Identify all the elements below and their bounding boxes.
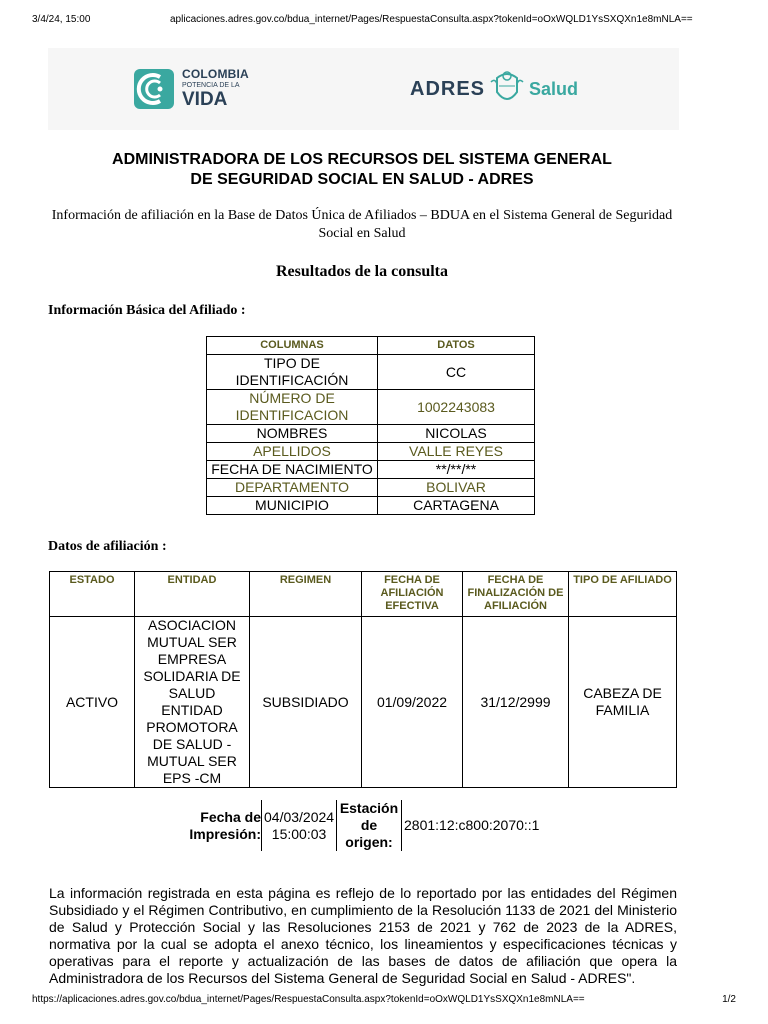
title-line-2: DE SEGURIDAD SOCIAL EN SALUD - ADRES — [190, 171, 534, 188]
adres-brand-text: ADRES — [410, 77, 486, 100]
adres-salud-logo — [410, 68, 578, 110]
print-footer — [32, 994, 736, 1005]
row-value: BOLIVAR — [378, 479, 535, 497]
cell-estado: ACTIVO — [50, 617, 135, 788]
header-entidad: ENTIDAD — [135, 572, 250, 617]
page-number: 1/2 — [722, 994, 736, 1005]
print-date-value: 04/03/2024 15:00:03 — [261, 800, 336, 851]
station-value: 2801:12:c800:2070::1 — [401, 800, 541, 851]
header-tipo-afiliado: TIPO DE AFILIADO — [569, 572, 677, 617]
cell-fecha-afiliacion: 01/09/2022 — [362, 617, 463, 788]
logo-vida-text: VIDA — [182, 89, 228, 110]
print-date: 3/4/24, 15:00 — [32, 14, 91, 25]
table-row — [207, 355, 535, 390]
cell-fecha-finalizacion: 31/12/2999 — [463, 617, 569, 788]
title-line-1: ADMINISTRADORA DE LOS RECURSOS DEL SISTEMA GENERAL — [112, 151, 612, 168]
print-url: aplicaciones.adres.gov.co/bdua_internet/Pages/RespuestaConsulta.aspx?tokenId=oOxWQLD1YsSXQXn1e8mNLA== — [170, 14, 693, 25]
row-label: DEPARTAMENTO — [207, 479, 378, 497]
colombia-mark-icon — [134, 69, 174, 109]
colombia-logo — [134, 68, 249, 109]
affiliation-table — [49, 571, 677, 788]
table-row — [207, 497, 535, 515]
logo-colombia-text: COLOMBIA — [182, 67, 249, 81]
table-row — [207, 443, 535, 461]
basic-info-table — [206, 336, 535, 515]
print-date-label: Fecha de Impresión: — [189, 808, 261, 842]
footer-url: https://aplicaciones.adres.gov.co/bdua_internet/Pages/RespuestaConsulta.aspx?tokenId=oOxWQLD1YsSXQXn1e8mNLA== — [32, 994, 585, 1005]
cell-regimen: SUBSIDIADO — [250, 617, 362, 788]
row-value: **/**/** — [378, 461, 535, 479]
table-row — [207, 425, 535, 443]
results-heading: Resultados de la consulta — [275, 263, 449, 280]
row-value: NICOLAS — [378, 425, 535, 443]
table-row — [207, 461, 535, 479]
header-estado: ESTADO — [50, 572, 135, 617]
basic-info-label: Información Básica del Afiliado : — [48, 303, 246, 318]
row-label: TIPO DE IDENTIFICACIÓN — [207, 355, 378, 390]
table-header-row — [207, 337, 535, 355]
affiliation-label: Datos de afiliación : — [48, 539, 167, 554]
row-value: CC — [378, 355, 535, 390]
table-header-row — [50, 572, 677, 617]
row-value: CARTAGENA — [378, 497, 535, 515]
coat-of-arms-icon — [489, 68, 525, 110]
header-datos: DATOS — [378, 337, 535, 355]
row-value: VALLE REYES — [378, 443, 535, 461]
row-label: APELLIDOS — [207, 443, 378, 461]
table-row — [50, 617, 677, 788]
table-row — [207, 479, 535, 497]
salud-brand-text: Salud — [529, 78, 579, 99]
header-fecha-afiliacion: FECHA DE AFILIACIÓN EFECTIVA — [362, 572, 463, 617]
page-title — [0, 150, 724, 190]
row-label: FECHA DE NACIMIENTO — [207, 461, 378, 479]
header-fecha-finalizacion: FECHA DE FINALIZACIÓN DE AFILIACIÓN — [463, 572, 569, 617]
logo-potencia-text: POTENCIA DE LA — [182, 82, 240, 89]
row-value: 1002243083 — [378, 390, 535, 425]
cell-tipo-afiliado: CABEZA DE FAMILIA — [569, 617, 677, 788]
header-regimen: REGIMEN — [250, 572, 362, 617]
station-label: Estación de origen: — [336, 800, 401, 851]
table-row — [207, 390, 535, 425]
cell-entidad: ASOCIACION MUTUAL SER EMPRESA SOLIDARIA DE SALUD ENTIDAD PROMOTORA DE SALUD - MUTUAL SER EPS -CM — [135, 617, 250, 788]
row-label: NÚMERO DE IDENTIFICACION — [207, 390, 378, 425]
disclaimer-text: La información registrada en esta página es reflejo de lo reportado por las entidades del Régimen Subsidiado y el Régimen Contributivo, en cumplimiento de la Resolución 1133 de 2021 del Ministerio de Salud y Protección Social y las Resoluciones 2153 de 2021 y 762 de 2023 de la ADRES, normativa por la cual se adopta el anexo técnico, los lineamientos y especificaciones técnicas y operativas para el reporte y actualización de las bases de datos de afiliación que opera la Administradora de los Recursos del Sistema General de Seguridad Social en Salud - ADRES". — [49, 885, 677, 986]
row-label: NOMBRES — [207, 425, 378, 443]
logo-banner — [48, 48, 679, 130]
header-columnas: COLUMNAS — [207, 337, 378, 355]
print-info — [187, 800, 541, 851]
row-label: MUNICIPIO — [207, 497, 378, 515]
page-subtitle: Información de afiliación en la Base de Datos Única de Afiliados – BDUA en el Sistema General de Seguridad Social en Salud — [51, 208, 673, 241]
